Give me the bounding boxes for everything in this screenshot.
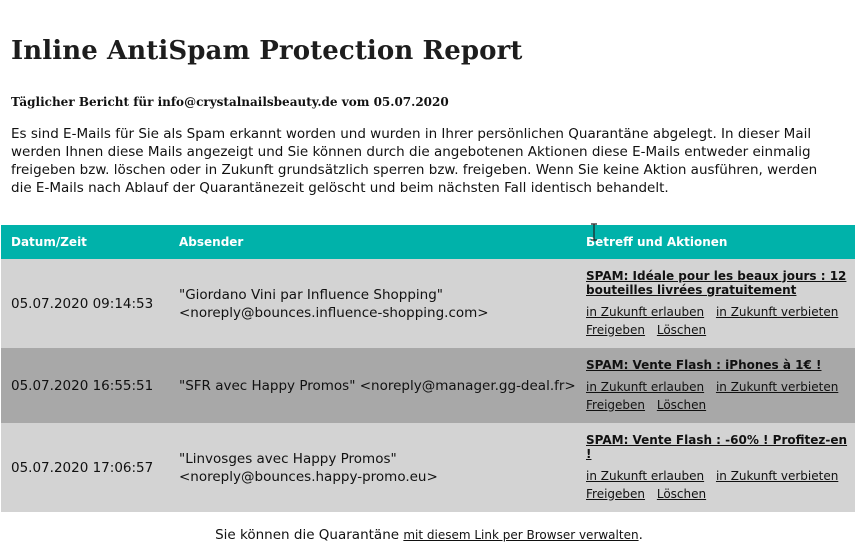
report-subtitle: Täglicher Bericht für info@crystalnailsbeauty.de vom 05.07.2020 <box>11 95 449 109</box>
intro-text: Es sind E-Mails für Sie als Spam erkannt worden und wurden in Ihrer persönlichen Quarantäne abgelegt. In dieser Mail werden Ihnen diese Mails angezeigt und Sie können durch die angebotenen Aktionen diese E-Mails entweder einmalig freigeben bzw. löschen oder in Zukunft grundsätzlich sperren bzw. freigeben. Wenn Sie keine Aktion ausführen, werden die E-Mails nach Ablauf der Quarantänezeit gelöscht und beim nächsten Fall identisch behandelt. <box>11 126 818 196</box>
row-actions <box>586 303 855 339</box>
allow-future-link[interactable]: in Zukunft erlauben <box>586 468 705 483</box>
row-sender: "Linvosges avec Happy Promos" <noreply@bounces.happy-promo.eu> <box>179 450 438 485</box>
block-future-link[interactable]: in Zukunft verbieten <box>715 304 839 319</box>
row-datetime: 05.07.2020 17:06:57 <box>11 459 154 476</box>
footer-text-end: . <box>638 527 643 543</box>
row-sender: "Giordano Vini par Influence Shopping" <noreply@bounces.influence-shopping.com> <box>179 286 489 321</box>
manage-quarantine-link[interactable]: mit diesem Link per Browser verwalten <box>403 528 639 542</box>
block-future-link[interactable]: in Zukunft verbieten <box>715 379 839 394</box>
delete-link[interactable]: Löschen <box>656 397 707 412</box>
table-header <box>1 225 855 259</box>
table-row <box>1 423 855 512</box>
footer <box>0 527 858 543</box>
footer-text: Sie können die Quarantäne <box>215 527 404 543</box>
row-actions <box>586 378 855 414</box>
row-datetime: 05.07.2020 16:55:51 <box>11 377 154 394</box>
row-subject-actions <box>576 358 855 414</box>
table-row <box>1 259 855 348</box>
allow-future-link[interactable]: in Zukunft erlauben <box>586 379 705 394</box>
text-cursor-icon <box>590 223 598 241</box>
delete-link[interactable]: Löschen <box>656 322 707 337</box>
column-header-sender: Absender <box>179 235 244 249</box>
row-sender: "SFR avec Happy Promos" <noreply@manager.gg-deal.fr> <box>179 377 576 394</box>
report-title: Inline AntiSpam Protection Report <box>11 36 523 66</box>
release-link[interactable]: Freigeben <box>586 322 646 337</box>
subject-link[interactable]: SPAM: Vente Flash : iPhones à 1€ ! <box>586 357 822 372</box>
table-row <box>1 348 855 423</box>
subject-link[interactable]: SPAM: Vente Flash : -60% ! Profitez-en ! <box>586 432 848 461</box>
release-link[interactable]: Freigeben <box>586 397 646 412</box>
row-datetime: 05.07.2020 09:14:53 <box>11 295 154 312</box>
release-link[interactable]: Freigeben <box>586 486 646 501</box>
column-header-subject: Betreff und Aktionen <box>586 235 728 249</box>
row-actions <box>586 467 855 503</box>
delete-link[interactable]: Löschen <box>656 486 707 501</box>
row-subject-actions <box>576 269 855 339</box>
column-header-datetime: Datum/Zeit <box>11 235 87 249</box>
row-subject-actions <box>576 433 855 503</box>
allow-future-link[interactable]: in Zukunft erlauben <box>586 304 705 319</box>
quarantine-table <box>1 225 855 512</box>
block-future-link[interactable]: in Zukunft verbieten <box>715 468 839 483</box>
subject-link[interactable]: SPAM: Idéale pour les beaux jours : 12 bouteilles livrées gratuitement <box>586 268 847 297</box>
